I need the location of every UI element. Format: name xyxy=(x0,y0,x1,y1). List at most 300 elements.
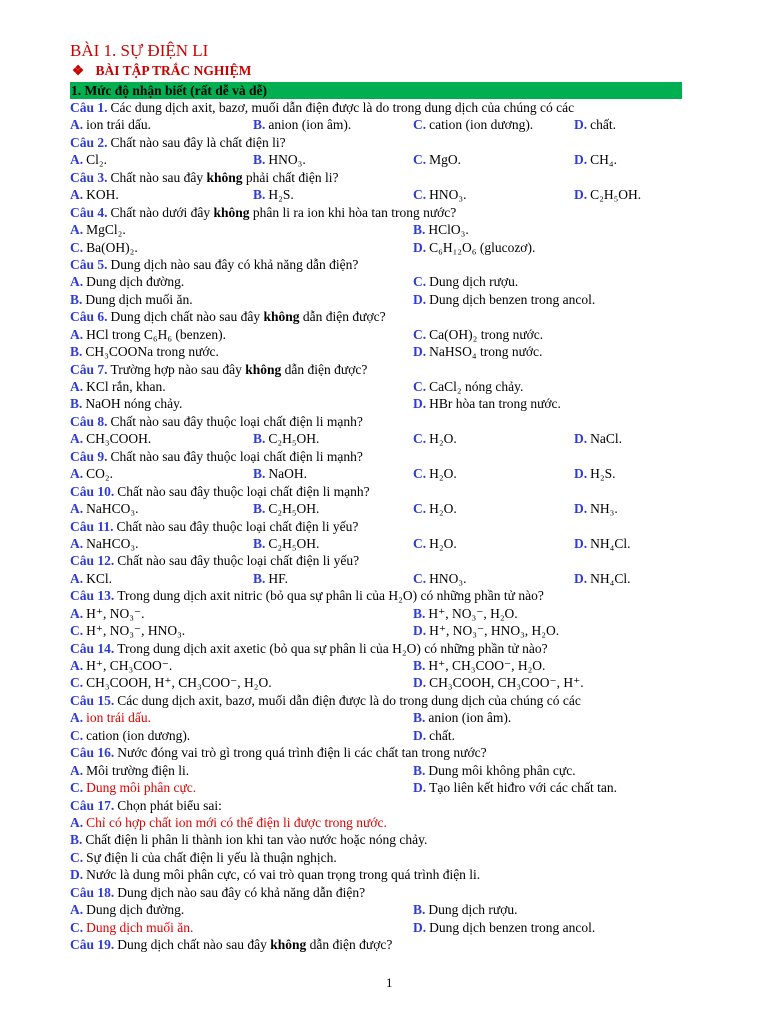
answer-label: B. xyxy=(413,658,426,673)
answer-label: D. xyxy=(574,431,588,447)
answer-row xyxy=(70,273,682,290)
answer-text: C₂H₅OH. xyxy=(590,187,642,203)
question-label: Câu 5. xyxy=(70,256,108,272)
answer-label: A. xyxy=(70,605,84,621)
question-label: Câu 15. xyxy=(70,692,115,708)
question-emphasis: không xyxy=(213,204,250,220)
answer-text: cation (ion dương). xyxy=(429,117,534,133)
answer-label: B. xyxy=(253,152,266,168)
answer-text: NH₄Cl. xyxy=(590,570,631,586)
diamond-bullet-icon: ❖ xyxy=(72,63,85,78)
answer-text: ion trái dấu. xyxy=(86,710,151,726)
question-label: Câu 2. xyxy=(70,134,108,150)
answer-text: H⁺, NO₃⁻. xyxy=(86,605,145,621)
answer-label: A. xyxy=(70,658,84,673)
answer-text: CH₄. xyxy=(590,152,617,168)
answer-text: NH₄Cl. xyxy=(590,535,631,551)
question-label: Câu 1. xyxy=(70,100,108,115)
question-stem xyxy=(70,936,682,953)
answer-option[interactable] xyxy=(413,605,518,622)
answer-text: H₂O. xyxy=(429,501,457,517)
answer-row xyxy=(70,831,682,848)
answer-text: cation (ion dương). xyxy=(86,727,191,743)
question-text: Dung dịch chất nào sau đây xyxy=(110,309,264,325)
answer-option[interactable] xyxy=(413,465,457,482)
answer-label: C. xyxy=(70,239,84,255)
answer-text: H₂O. xyxy=(429,535,457,551)
answer-label: B. xyxy=(413,902,426,918)
page-number: 1 xyxy=(386,975,393,990)
answer-option[interactable] xyxy=(413,500,457,517)
answer-text: C₂H₅OH. xyxy=(268,431,320,447)
answer-option[interactable] xyxy=(70,343,219,360)
answer-option[interactable] xyxy=(70,901,184,918)
answer-option[interactable] xyxy=(413,378,523,395)
answer-row xyxy=(70,291,682,308)
answer-option[interactable] xyxy=(70,186,119,203)
question-stem xyxy=(70,587,682,604)
answer-label: C. xyxy=(413,187,427,203)
answer-text: KOH. xyxy=(86,187,119,203)
answer-label: D. xyxy=(574,570,588,586)
answer-label: B. xyxy=(253,431,266,447)
answer-option[interactable] xyxy=(70,430,151,447)
answer-text: Dung môi không phân cực. xyxy=(428,762,576,778)
answer-option[interactable] xyxy=(413,535,457,552)
answer-option[interactable] xyxy=(413,326,543,343)
answer-text: Môi trường điện li. xyxy=(86,762,190,778)
answer-text: Ba(OH)₂. xyxy=(86,239,138,255)
answer-label: A. xyxy=(70,379,84,394)
question-label: Câu 6. xyxy=(70,309,108,325)
answer-label: D. xyxy=(574,117,588,133)
answer-option[interactable] xyxy=(413,762,576,779)
answer-text: Chỉ có hợp chất ion mới có thể điện li được trong nước. xyxy=(86,814,387,830)
answer-row xyxy=(70,814,682,831)
answer-label: A. xyxy=(70,535,84,551)
answer-option[interactable] xyxy=(413,727,455,744)
answer-text: CO₂. xyxy=(86,466,113,482)
question-stem xyxy=(70,308,682,325)
answer-option[interactable] xyxy=(70,465,113,482)
answer-option[interactable] xyxy=(70,116,151,133)
answer-option[interactable] xyxy=(253,570,288,587)
question-text: Dung dịch nào sau đây có khả năng dẫn điện? xyxy=(110,256,359,272)
question-stem xyxy=(70,448,682,465)
document-page xyxy=(70,40,682,953)
answer-option[interactable] xyxy=(70,779,196,796)
answer-text: Dung dịch muối ăn. xyxy=(85,291,193,307)
answer-text: HClO₃. xyxy=(428,222,469,238)
answer-option[interactable] xyxy=(413,395,561,412)
answer-text: Dung dịch rượu. xyxy=(429,274,519,290)
question-label: Câu 11. xyxy=(70,518,114,534)
answer-text: CH₃COOH, CH₃COO⁻, H⁺. xyxy=(429,675,584,691)
answer-option[interactable] xyxy=(253,116,351,133)
answer-option[interactable] xyxy=(413,622,559,639)
answer-label: D. xyxy=(413,919,427,935)
answer-text: NaHCO₃. xyxy=(86,535,139,551)
answer-row xyxy=(70,570,682,587)
question-emphasis: không xyxy=(270,937,307,952)
question-stem xyxy=(70,361,682,378)
answer-text: Sự điện li của chất điện li yếu là thuận nghịch. xyxy=(86,849,337,865)
lesson-title: BÀI 1. SỰ ĐIỆN LI xyxy=(70,41,209,60)
answer-label: D. xyxy=(413,239,427,255)
answer-option[interactable] xyxy=(574,570,630,587)
answer-row xyxy=(70,622,682,639)
answer-option[interactable] xyxy=(413,116,533,133)
question-label: Câu 10. xyxy=(70,483,115,499)
question-text: Chất nào sau đây thuộc loại chất điện li yếu? xyxy=(117,553,360,569)
answer-label: B. xyxy=(70,344,83,360)
answer-text: C₂H₅OH. xyxy=(268,501,320,517)
question-stem xyxy=(70,518,682,535)
question-label: Câu 9. xyxy=(70,448,108,464)
question-label: Câu 19. xyxy=(70,937,115,952)
answer-label: A. xyxy=(70,117,84,133)
answer-row xyxy=(70,395,682,412)
question-stem xyxy=(70,797,682,814)
answer-label: B. xyxy=(253,187,266,203)
answer-text: KCl rắn, khan. xyxy=(86,379,166,394)
answer-label: D. xyxy=(413,396,427,412)
answer-row xyxy=(70,221,682,238)
answer-option[interactable] xyxy=(574,465,615,482)
question-label: Câu 16. xyxy=(70,745,115,761)
answer-text: HCl trong C₆H₆ (benzen). xyxy=(86,326,227,342)
answer-option[interactable] xyxy=(413,901,517,918)
answer-text: H⁺, NO₃⁻, HNO₃, H₂O. xyxy=(429,623,560,639)
answer-row xyxy=(70,186,682,203)
answer-row xyxy=(70,762,682,779)
answer-text: NH₃. xyxy=(590,501,618,517)
question-text: Dung dịch nào sau đây có khả năng dẫn điện? xyxy=(117,884,366,900)
answer-label: A. xyxy=(70,152,84,168)
answer-option[interactable] xyxy=(574,151,617,168)
answer-label: C. xyxy=(413,379,427,394)
answer-label: B. xyxy=(70,396,83,412)
answer-label: D. xyxy=(413,780,427,796)
answer-text: CH₃COOH. xyxy=(86,431,152,447)
question-stem xyxy=(70,483,682,500)
answer-label: C. xyxy=(413,466,427,482)
answer-text: chất. xyxy=(429,727,455,743)
answer-label: A. xyxy=(70,902,84,918)
answer-option[interactable] xyxy=(70,326,226,343)
answer-option[interactable] xyxy=(253,151,306,168)
question-label: Câu 14. xyxy=(70,640,115,656)
answer-label: C. xyxy=(413,501,427,517)
answer-label: B. xyxy=(413,222,426,238)
answer-label: D. xyxy=(574,187,588,203)
answer-option[interactable] xyxy=(413,919,595,936)
answer-label: D. xyxy=(413,623,427,639)
answer-label: A. xyxy=(70,466,84,482)
answer-option[interactable] xyxy=(413,570,466,587)
answer-label: C. xyxy=(413,152,427,168)
answer-option[interactable] xyxy=(253,535,319,552)
question-text-end: dẫn điện được? xyxy=(281,361,368,377)
answer-row xyxy=(70,326,682,343)
answer-option[interactable] xyxy=(413,430,457,447)
answer-option[interactable] xyxy=(70,762,189,779)
answer-label: C. xyxy=(413,431,427,447)
answer-label: A. xyxy=(70,187,84,203)
question-text: Chất nào sau đây thuộc loại chất điện li mạnh? xyxy=(110,448,363,464)
answer-label: A. xyxy=(70,274,84,290)
answer-row xyxy=(70,343,682,360)
answer-label: D. xyxy=(413,344,427,360)
answer-text: H₂O. xyxy=(429,431,457,447)
question-label: Câu 18. xyxy=(70,884,115,900)
answer-label: D. xyxy=(574,535,588,551)
answer-text: Dung dịch muối ăn. xyxy=(86,919,194,935)
answer-option[interactable] xyxy=(70,849,337,866)
question-text: Chất nào dưới đây xyxy=(110,204,214,220)
question-stem xyxy=(70,413,682,430)
answer-option[interactable] xyxy=(574,500,618,517)
question-emphasis: không xyxy=(245,361,282,377)
section-header: 1. Mức độ nhận biết (rất dễ và dễ) xyxy=(70,82,682,99)
answer-text: Dung dịch đường. xyxy=(86,902,185,918)
question-text: Nước đóng vai trò gì trong quá trình điện li các chất tan trong nước? xyxy=(117,745,487,761)
answer-option[interactable] xyxy=(413,186,466,203)
answer-label: B. xyxy=(413,605,426,621)
question-stem xyxy=(70,640,682,657)
answer-label: D. xyxy=(574,501,588,517)
answer-text: chất. xyxy=(590,117,616,133)
answer-option[interactable] xyxy=(70,221,126,238)
answer-option[interactable] xyxy=(413,657,545,674)
answer-label: D. xyxy=(413,291,427,307)
question-text: Trong dung dịch axit nitric (bỏ qua sự phân li của H₂O) có những phần tử nào? xyxy=(117,588,544,604)
answer-text: CaCl₂ nóng chảy. xyxy=(429,379,524,394)
question-text: Chất nào sau đây thuộc loại chất điện li mạnh? xyxy=(110,413,363,429)
answer-row xyxy=(70,709,682,726)
answer-option[interactable] xyxy=(413,273,518,290)
answer-option[interactable] xyxy=(70,622,185,639)
answer-label: A. xyxy=(70,222,84,238)
answer-text: Dung dịch rượu. xyxy=(428,902,518,918)
answer-option[interactable] xyxy=(70,273,184,290)
answer-row xyxy=(70,500,682,517)
answer-text: Tạo liên kết hiđro với các chất tan. xyxy=(429,780,617,796)
answer-label: B. xyxy=(253,501,266,517)
answer-option[interactable] xyxy=(70,727,190,744)
question-emphasis: không xyxy=(263,309,300,325)
answer-row xyxy=(70,605,682,622)
question-text: Chất nào sau đây xyxy=(110,169,207,185)
question-stem xyxy=(70,884,682,901)
answer-option[interactable] xyxy=(70,570,112,587)
question-text: Chất nào sau đây thuộc loại chất điện li yếu? xyxy=(116,518,359,534)
answer-label: B. xyxy=(70,291,83,307)
answer-option[interactable] xyxy=(413,674,584,691)
answer-row xyxy=(70,849,682,866)
question-list xyxy=(70,99,682,953)
answer-text: H₂S. xyxy=(268,187,294,203)
question-stem xyxy=(70,169,682,186)
answer-option[interactable] xyxy=(413,291,595,308)
answer-row xyxy=(70,378,682,395)
question-text: Các dung dịch axit, bazơ, muối dẫn điện được là do trong dung dịch của chúng có các xyxy=(110,100,575,115)
answer-row xyxy=(70,657,682,674)
answer-row xyxy=(70,919,682,936)
answer-label: B. xyxy=(253,570,266,586)
answer-option[interactable] xyxy=(70,657,172,674)
question-label: Câu 17. xyxy=(70,797,115,813)
answer-option[interactable] xyxy=(413,709,511,726)
answer-text: NaOH nóng chảy. xyxy=(85,396,183,412)
answer-text: H⁺, CH₃COO⁻. xyxy=(86,658,173,673)
answer-row xyxy=(70,239,682,256)
question-text: Các dung dịch axit, bazơ, muối dẫn điện được là do trong dung dịch của chúng có các xyxy=(117,692,581,708)
question-text: Trường hợp nào sau đây xyxy=(110,361,246,377)
answer-label: D. xyxy=(413,727,427,743)
answer-text: HNO₃. xyxy=(268,152,306,168)
answer-option[interactable] xyxy=(70,378,166,395)
answer-text: C₂H₅OH. xyxy=(268,535,320,551)
answer-label: C. xyxy=(70,780,84,796)
answer-text: NaCl. xyxy=(590,431,622,447)
answer-text: anion (ion âm). xyxy=(428,710,512,726)
answer-label: B. xyxy=(253,117,266,133)
answer-option[interactable] xyxy=(413,779,617,796)
answer-text: Cl₂. xyxy=(86,152,107,168)
answer-text: HNO₃. xyxy=(429,570,467,586)
answer-label: A. xyxy=(70,431,84,447)
answer-label: D. xyxy=(574,466,588,482)
answer-option[interactable] xyxy=(253,186,294,203)
question-label: Câu 13. xyxy=(70,588,115,604)
answer-text: NaOH. xyxy=(268,466,308,482)
answer-option[interactable] xyxy=(70,605,144,622)
answer-option[interactable] xyxy=(70,831,427,848)
answer-label: C. xyxy=(70,623,84,639)
answer-option[interactable] xyxy=(574,116,616,133)
answer-option[interactable] xyxy=(253,465,307,482)
answer-row xyxy=(70,727,682,744)
question-text-end: phải chất điện li? xyxy=(242,169,339,185)
answer-label: A. xyxy=(70,501,84,517)
answer-label: B. xyxy=(70,832,83,848)
answer-text: MgCl₂. xyxy=(86,222,126,238)
answer-text: CH₃COONa trong nước. xyxy=(85,344,219,360)
exercise-heading-text: BÀI TẬP TRẮC NGHIỆM xyxy=(95,63,252,78)
answer-option[interactable] xyxy=(70,500,138,517)
question-label: Câu 8. xyxy=(70,413,108,429)
answer-option[interactable] xyxy=(253,500,319,517)
answer-row xyxy=(70,151,682,168)
answer-text: HF. xyxy=(268,570,288,586)
answer-text: H⁺, CH₃COO⁻, H₂O. xyxy=(428,658,546,673)
answer-label: D. xyxy=(70,867,84,883)
answer-text: HNO₃. xyxy=(429,187,467,203)
answer-label: C. xyxy=(413,117,427,133)
answer-label: C. xyxy=(70,675,84,691)
answer-text: NaHCO₃. xyxy=(86,501,139,517)
question-text: Dung dịch chất nào sau đây xyxy=(117,937,271,952)
answer-label: C. xyxy=(413,535,427,551)
answer-option[interactable] xyxy=(70,151,107,168)
answer-option[interactable] xyxy=(253,430,319,447)
answer-label: D. xyxy=(574,152,588,168)
question-label: Câu 7. xyxy=(70,361,108,377)
answer-label: A. xyxy=(70,710,84,726)
question-text: Chọn phát biểu sai: xyxy=(117,797,222,813)
answer-option[interactable] xyxy=(70,239,138,256)
question-stem xyxy=(70,256,682,273)
answer-label: A. xyxy=(70,570,84,586)
answer-option[interactable] xyxy=(70,866,480,883)
answer-label: C. xyxy=(70,919,84,935)
answer-option[interactable] xyxy=(70,291,193,308)
answer-text: Chất điện li phân li thành ion khi tan vào nước hoặc nóng chảy. xyxy=(85,832,428,848)
answer-row xyxy=(70,901,682,918)
answer-option[interactable] xyxy=(574,430,622,447)
answer-option[interactable] xyxy=(70,709,151,726)
answer-row xyxy=(70,535,682,552)
answer-text: HBr hòa tan trong nước. xyxy=(429,396,561,412)
question-stem xyxy=(70,204,682,221)
question-stem xyxy=(70,692,682,709)
answer-text: KCl. xyxy=(86,570,113,586)
answer-label: A. xyxy=(70,326,84,342)
question-text-end: phân li ra ion khi hòa tan trong nước? xyxy=(249,204,457,220)
question-text: Trong dung dịch axit axetic (bỏ qua sự phân li của H₂O) có những phần tử nào? xyxy=(117,640,548,656)
question-text-end: dẫn điện được? xyxy=(299,309,386,325)
answer-label: C. xyxy=(70,727,84,743)
answer-text: Ca(OH)₂ trong nước. xyxy=(429,326,544,342)
question-stem xyxy=(70,744,682,761)
question-text: Chất nào sau đây là chất điện li? xyxy=(110,134,286,150)
answer-text: CH₃COOH, H⁺, CH₃COO⁻, H₂O. xyxy=(86,675,272,691)
answer-label: C. xyxy=(70,849,84,865)
question-text: Chất nào sau đây thuộc loại chất điện li mạnh? xyxy=(117,483,370,499)
answer-row xyxy=(70,430,682,447)
answer-label: A. xyxy=(70,814,84,830)
answer-option[interactable] xyxy=(70,535,138,552)
answer-text: Dung môi phân cực. xyxy=(86,780,197,796)
answer-text: H⁺, NO₃⁻, HNO₃. xyxy=(86,623,186,639)
answer-text: H₂O. xyxy=(429,466,457,482)
answer-text: H⁺, NO₃⁻, H₂O. xyxy=(428,605,518,621)
answer-text: Nước là dung môi phân cực, có vai trò quan trọng trong quá trình điện li. xyxy=(86,867,481,883)
answer-option[interactable] xyxy=(574,535,630,552)
answer-text: ion trái dấu. xyxy=(86,117,151,133)
answer-label: C. xyxy=(413,570,427,586)
answer-text: H₂S. xyxy=(590,466,616,482)
answer-text: C₆H₁₂O₆ (glucozơ). xyxy=(429,239,536,255)
answer-option[interactable] xyxy=(70,814,387,831)
answer-row xyxy=(70,674,682,691)
question-stem xyxy=(70,552,682,569)
answer-label: C. xyxy=(413,326,427,342)
answer-row xyxy=(70,866,682,883)
answer-option[interactable] xyxy=(70,395,182,412)
answer-option[interactable] xyxy=(413,239,535,256)
answer-text: Dung dịch benzen trong ancol. xyxy=(429,919,596,935)
answer-option[interactable] xyxy=(70,919,193,936)
answer-option[interactable] xyxy=(413,221,469,238)
answer-option[interactable] xyxy=(70,674,272,691)
answer-option[interactable] xyxy=(574,186,641,203)
answer-label: A. xyxy=(70,762,84,778)
answer-option[interactable] xyxy=(413,343,542,360)
answer-text: MgO. xyxy=(429,152,462,168)
answer-option[interactable] xyxy=(413,151,461,168)
